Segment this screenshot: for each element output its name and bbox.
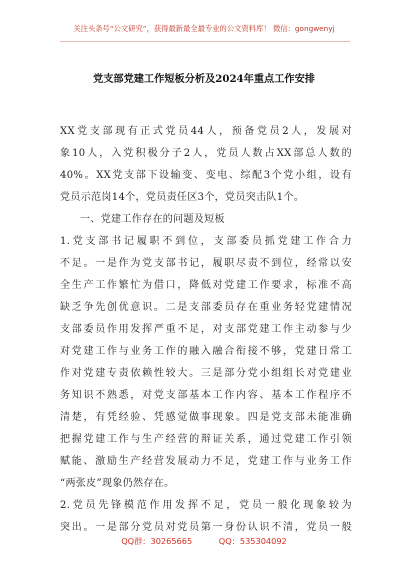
paragraph-line: 缺乏争先创优意识。二是支部委员存在重业务轻党建情况 [60, 302, 352, 313]
paragraph-line: 一、党建工作存在的问题及短板 [80, 214, 225, 225]
paragraph-line: 作对党建专责依赖性较大。三是部分党小组组长对党建业 [60, 368, 352, 379]
paragraph-line: 不足。一是作为党支部书记，履职尽责不到位，经常以安 [60, 258, 352, 269]
document-title: 党支部党建工作短板分析及2024年重点工作安排 [93, 73, 315, 85]
paragraph-line: 对党建工作与业务工作的融入融合衔接不够，党建日常工 [60, 346, 352, 357]
paragraph-line: 清楚，有凭经验、凭感觉做事现象。四是党支部未能准确 [60, 412, 352, 423]
footer-contact [0, 536, 408, 547]
paragraph-line: 全生产工作繁忙为借口，降低对党建工作要求，标准不高 [60, 280, 352, 291]
paragraph-line: “两张皮”现象仍然存在。 [60, 478, 175, 489]
paragraph-line: 赋能、激励生产经营发展动力不足，党建工作与业务工作 [60, 456, 352, 467]
paragraph-line: XX党支部现有正式党员44人，预备党员2人，发展对 [60, 126, 352, 137]
header-divider [60, 41, 350, 42]
paragraph-line: 务知识不熟悉，对党支部基本工作内容、基本工作程序不 [60, 390, 352, 401]
footer-qq-number: QQ：535304092 [218, 536, 287, 546]
paragraph-line: 1.党支部书记履职不到位，支部委员抓党建工作合力 [60, 236, 352, 247]
paragraph-line: 党员示范岗14个，党员责任区3个，党员突击队1个。 [60, 192, 305, 203]
paragraph-line: 40%。XX党支部下设输变、变电、综配3个党小组，设有 [60, 170, 352, 181]
paragraph-line: 突出。一是部分党员对党员第一身份认识不清，党员一般 [60, 522, 352, 533]
paragraph-line: 支部委员作用发挥严重不足，对支部党建工作主动参与少 [60, 324, 352, 335]
header-banner: 关注头条号“公文研究”，获得最新最全最专业的公文资料库！ 微信：gongwenyj [73, 24, 335, 33]
paragraph-line: 把握党建工作与生产经营的辩证关系，通过党建工作引领 [60, 434, 352, 445]
paragraph-line: 2.党员先锋模范作用发挥不足，党员一般化现象较为 [60, 500, 352, 511]
footer-qq-group: QQ群：30265665 [121, 536, 193, 546]
paragraph-line: 象10人，入党积极分子2人，党员人数占XX部总人数的 [60, 148, 352, 159]
